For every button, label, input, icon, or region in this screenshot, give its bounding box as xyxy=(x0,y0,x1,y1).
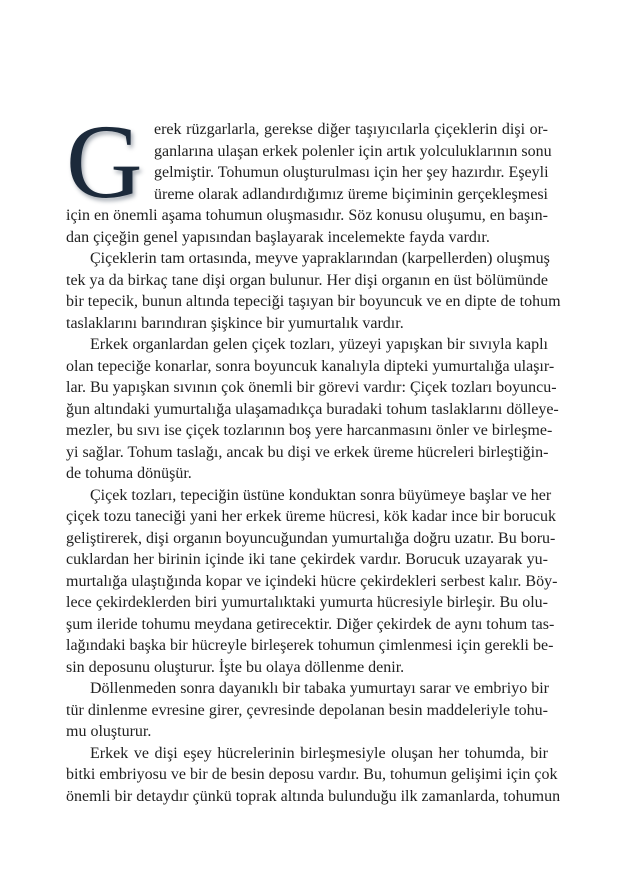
text-line: Çiçeklerin tam ortasında, meyve yapraklarından (karpellerden) oluşmuş xyxy=(90,250,550,267)
text-line: sin deposunu oluşturur. İşte bu olaya döllenme denir. xyxy=(66,658,405,676)
paragraph xyxy=(66,743,561,808)
text-line: yi sağlar. Tohum taslağı, ancak bu dişi ve erkek üreme hücreleri birleştiğin- xyxy=(66,443,549,461)
text-line: cuklardan her birinin içinde iki tane çekirdek vardır. Borucuk uzayarak yu- xyxy=(66,551,548,568)
text-line: şum ileride tohumu meydana getirecektir. Diğer çekirdek de aynı tohum tas- xyxy=(66,615,555,633)
text-line: erek rüzgarlarla, gerekse diğer taşıyıcılarla çiçeklerin dişi or- xyxy=(154,121,548,138)
dropcap-letter: G xyxy=(66,103,143,220)
text-line: lağındaki başka bir hücreyle birleşerek tohumun çimlenmesi için gerekli be- xyxy=(66,637,554,654)
text-line: Erkek ve dişi eşey hücrelerinin birleşmesiyle oluşan her tohumda, bir xyxy=(90,744,548,762)
text-line: gelmiştir. Tohumun oluşturulması için her şey hazırdır. Eşeyli xyxy=(154,164,549,181)
text-line: için en önemli aşama tohumun oluşmasıdır. Söz konusu oluşumu, en başın- xyxy=(66,207,548,224)
paragraph xyxy=(66,248,561,334)
text-line: olan tepeciğe konarlar, sonra boyuncuk kanalıyla dipteki yumurtalığa ulaşır- xyxy=(66,357,555,375)
text-line: Erkek organlardan gelen çiçek tozları, yüzeyi yapışkan bir sıvıyla kaplı xyxy=(90,336,548,353)
text-line: mezler, bu sıvı ise çiçek tozlarının boş yere harcanmasını önler ve birleşme- xyxy=(66,422,553,439)
text-line: tek ya da birkaç tane dişi organ bulunur. Her dişi organın en üst bölümünde xyxy=(66,271,548,289)
body-text xyxy=(66,103,561,807)
paragraph xyxy=(66,485,558,679)
text-line: geliştirerek, dişi organın boyuncuğundan yumurtalığa doğru uzatır. Bu boru- xyxy=(66,529,556,547)
text-line: murtalığa ulaştığında kopar ve içindeki hücre çekirdekleri serbest kalır. Böy- xyxy=(66,572,558,590)
text-line: Döllenmeden sonra dayanıklı bir tabaka yumurtayı sarar ve embriyo bir xyxy=(90,680,549,697)
text-line: Çiçek tozları, tepeciğin üstüne konduktan sonra büyümeye başlar ve her xyxy=(90,486,552,504)
text-line: tür dinlenme evresine girer, çevresinde depolanan besin maddeleriyle tohu- xyxy=(66,701,548,719)
text-line: mu oluşturur. xyxy=(66,723,152,740)
text-line: üreme olarak adlandırdığımız üreme biçiminin gerçekleşmesi xyxy=(154,185,548,203)
text-line: ganlarına ulaşan erkek polenler için artık yolculuklarının sonu xyxy=(154,142,552,160)
text-line: taslaklarını barındıran şişkince bir yumurtalık vardır. xyxy=(66,314,404,332)
text-line: lar. Bu yapışkan sıvının çok önemli bir görevi vardır: Çiçek tozları boyuncu- xyxy=(66,379,557,396)
text-line: ğun altındaki yumurtalığa ulaşamadıkça buradaki tohum taslaklarını dölleye- xyxy=(66,400,559,418)
paragraph xyxy=(66,334,559,485)
paragraph xyxy=(66,103,552,248)
text-line: bir tepecik, bunun altında tepeciği taşıyan bir boyuncuk ve en dipte de tohum xyxy=(66,293,561,310)
text-line: lece çekirdeklerden biri yumurtalıktaki yumurta hücresiyle birleşir. Bu olu- xyxy=(66,594,548,611)
text-line: çiçek tozu taneciği yani her erkek üreme hücresi, kök kadar ince bir borucuk xyxy=(66,508,557,525)
paragraph xyxy=(66,678,548,743)
text-line: de tohuma dönüşür. xyxy=(66,465,192,482)
text-line: dan çiçeğin genel yapısından başlayarak incelemekte fayda vardır. xyxy=(66,228,490,246)
text-line: önemli bir detaydır çünkü toprak altında bulunduğu ilk zamanlarda, tohumun xyxy=(66,787,561,805)
text-line: bitki embriyosu ve bir de besin deposu vardır. Bu, tohumun gelişimi için çok xyxy=(66,766,558,783)
